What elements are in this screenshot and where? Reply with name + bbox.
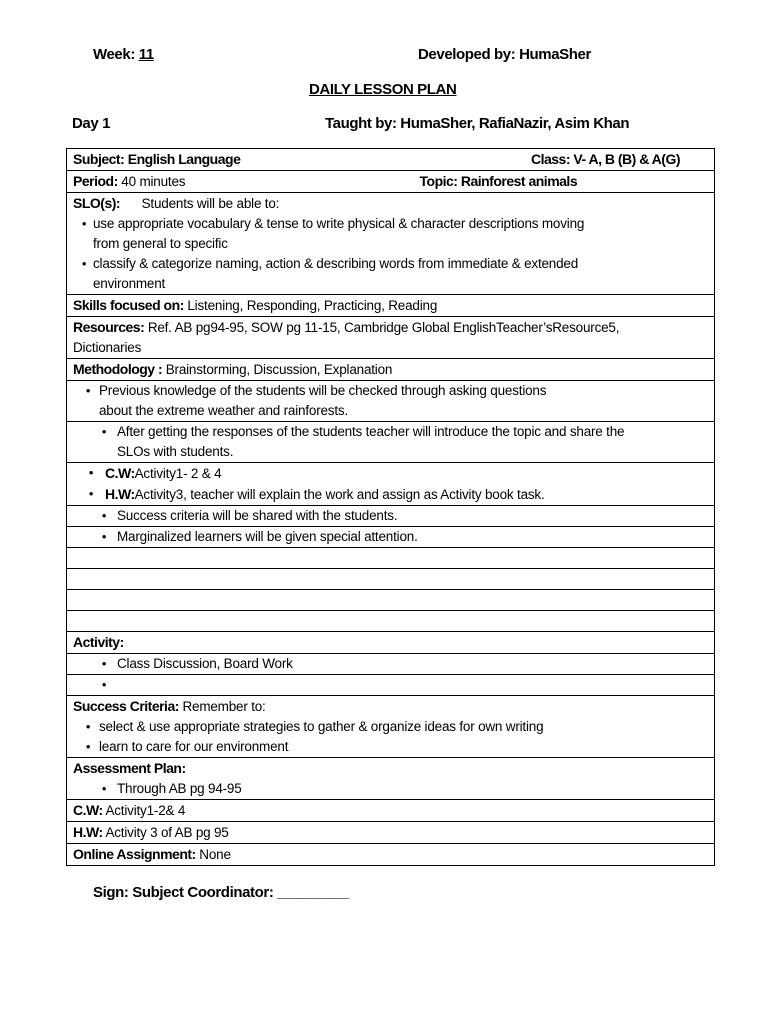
hw2-label: H.W: [73,824,103,840]
subject-label: Subject: [73,151,125,167]
slo-label: SLO(s): [73,195,121,211]
bullet-icon: • [101,508,107,523]
hw-row [67,822,715,844]
slo-row [67,193,715,295]
methodology-label: Methodology : [73,361,163,377]
skills-value: Listening, Responding, Practicing, Reading [187,298,438,313]
online-value: None [199,847,231,862]
hw-label: H.W: [105,486,135,502]
bullet-icon: • [85,719,91,734]
week-label: Week: [93,46,135,63]
empty-row [67,611,715,632]
bullet-icon: • [85,383,91,398]
methodology-value: Brainstorming, Discussion, Explanation [165,362,393,377]
activity-label: Activity: [73,634,124,650]
empty-row [67,569,715,590]
bullet-icon: • [101,656,107,671]
methodology-row [67,359,715,381]
methodology-step-row: • After getting the responses of the students teacher will introduce the topic and share the SLOs with students. [67,422,715,463]
online-assignment-row [67,844,715,866]
resources-line2: Dictionaries [73,340,142,355]
methodology-step-row: • Previous knowledge of the students will be checked through asking questions about the extreme weather and rainforests. [67,381,715,422]
success-shared-row: • Success criteria will be shared with the students. [67,506,715,527]
bullet-icon: • [85,739,91,754]
resources-row [67,317,715,359]
bullet-icon: • [101,424,107,439]
slo-item: • classify & categorize naming, action & describing words from immediate & extended environment [73,254,708,294]
cw-row [67,800,715,822]
taught-by: Taught by: HumaSher, RafiaNazir, Asim Khan [325,115,630,132]
cw-label: C.W: [105,465,135,481]
subject-row [67,149,715,171]
empty-row [67,548,715,569]
online-label: Online Assignment: [73,846,196,862]
bullet-icon: • [88,486,94,501]
cw2-value: Activity1-2& 4 [105,803,186,818]
subject-value: English Language [127,151,241,167]
success-criteria-row: Success Criteria: Remember to: • select & use appropriate strategies to gather & organize ideas for own writing • learn to care for our environment [67,696,715,758]
period-row [67,171,715,193]
bullet-icon: • [101,677,107,692]
bullet-icon: • [81,216,87,231]
class-label: Class: V- A, B (B) & A(G) [530,151,680,167]
hw2-value: Activity 3 of AB pg 95 [105,825,229,840]
bullet-icon: • [101,529,107,544]
work-row [67,463,715,506]
lesson-plan-table [66,148,715,866]
developed-by: Developed by: HumaSher [418,46,591,63]
slo-item: • use appropriate vocabulary & tense to write physical & character descriptions moving from general to specific [73,214,708,254]
activity-item-row: • Class Discussion, Board Work [67,654,715,675]
skills-label: Skills focused on: [73,297,184,313]
day-label: Day 1 [72,115,111,132]
period-value: 40 minutes [121,174,186,189]
resources-label: Resources: [73,319,145,335]
activity-row [67,632,715,654]
hw-rest: teacher will explain the work and assign as Activity book task. [190,487,545,502]
success-criteria-intro: Remember to: [182,699,266,714]
cw-value: Activity1- 2 & 4 [134,466,222,481]
sign-coordinator: Sign: Subject Coordinator: _________ [93,884,349,901]
period-label: Period: [73,173,118,189]
hw-value: Activity3, [134,487,187,502]
resources-line1: Ref. AB pg94-95, SOW pg 11-15, Cambridge Global EnglishTeacher’sResource5, [147,320,620,335]
topic-label: Topic: Rainforest animals [419,173,578,189]
bullet-icon: • [101,781,107,796]
cw2-label: C.W: [73,802,103,818]
success-criteria-label: Success Criteria: [73,698,179,714]
skills-row [67,295,715,317]
week-line [93,46,154,63]
bullet-icon: • [88,465,94,480]
activity-item-row [67,675,715,696]
marginalized-row: • Marginalized learners will be given special attention. [67,527,715,548]
slo-intro: Students will be able to: [141,196,280,211]
bullet-icon: • [81,256,87,271]
page-title: DAILY LESSON PLAN [309,81,457,98]
assessment-row: Assessment Plan: • Through AB pg 94-95 [67,758,715,800]
empty-row [67,590,715,611]
week-value: 11 [138,46,154,63]
assessment-label: Assessment Plan: [73,760,186,776]
